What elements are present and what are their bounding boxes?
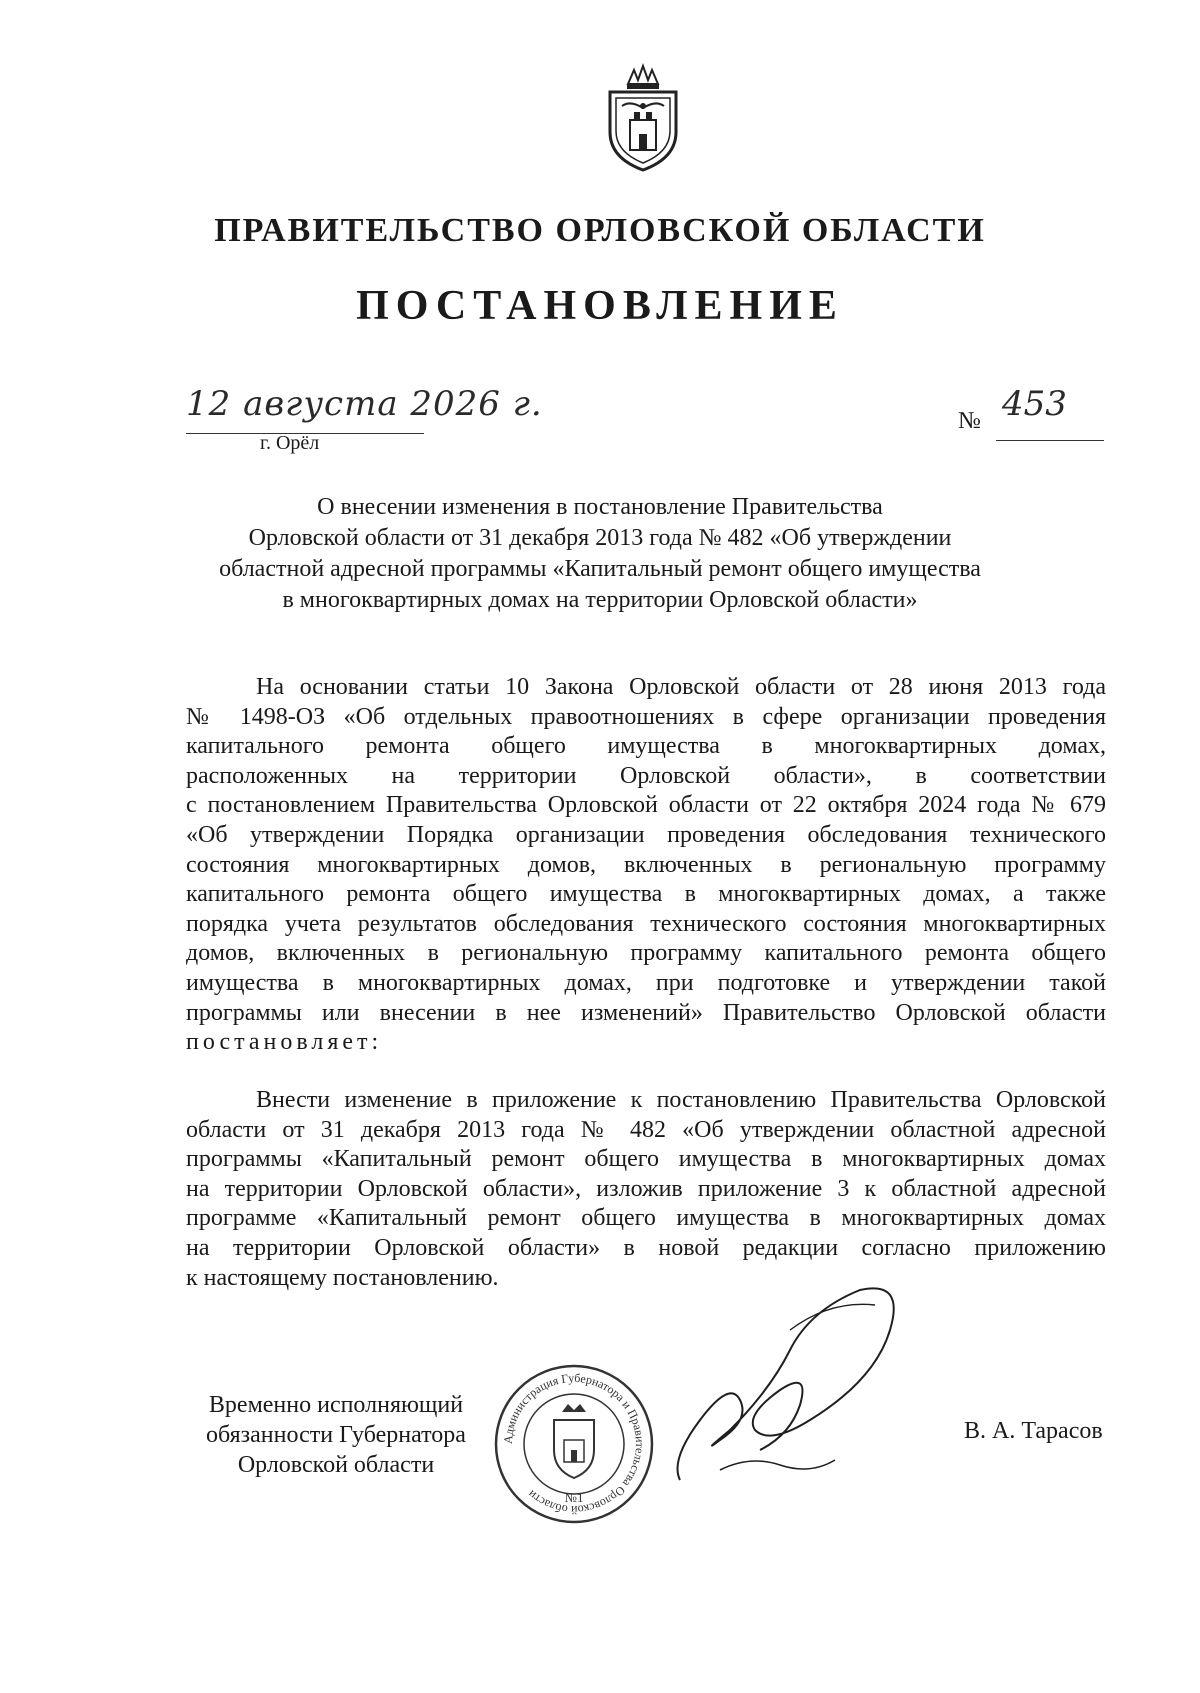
paragraph-line: домов, включенных в региональную программу капитального ремонта общего <box>186 940 1106 967</box>
city: г. Орёл <box>260 432 320 454</box>
paragraph-line: капитального ремонта общего имущества в многоквартирных домах, а также <box>186 881 1106 908</box>
paragraph-line: на территории Орловской области» в новой редакции согласно приложению <box>186 1234 1106 1261</box>
position-line: Временно исполняющий <box>208 1392 464 1418</box>
resolves-word: постановляет: <box>186 1029 383 1056</box>
number-label: № <box>958 408 981 434</box>
official-seal-icon <box>492 1362 656 1526</box>
body-paragraph-1 <box>186 673 1106 1058</box>
subject-line: О внесении изменения в постановление Правительства <box>317 494 883 520</box>
paragraph-line: к настоящему постановлению. <box>186 1264 499 1291</box>
subject-line: в многоквартирных домах на территории Орловской области» <box>282 587 918 613</box>
paragraph-line: Внести изменение в приложение к постановлению Правительства Орловской <box>256 1087 1106 1113</box>
paragraph-line: программы или внесении в нее изменений» Правительство Орловской области <box>186 999 1106 1026</box>
paragraph-line: программе «Капитальный ремонт общего имущества в многоквартирных домах <box>186 1205 1106 1232</box>
body-paragraph-2 <box>186 1086 1106 1293</box>
paragraph-line: имущества в многоквартирных домах, при подготовке и утверждении такой <box>186 969 1106 996</box>
subject-line: областной адресной программы «Капитальный ремонт общего имущества <box>219 556 981 582</box>
paragraph-line: на территории Орловской области», изложив приложение 3 к областной адресной <box>186 1175 1106 1202</box>
paragraph-line: капитального ремонта общего имущества в многоквартирных домах, <box>186 733 1106 760</box>
subject-line: Орловской области от 31 декабря 2013 года № 482 «Об утверждении <box>248 525 952 551</box>
paragraph-line: программы «Капитальный ремонт общего имущества в многоквартирных домах <box>186 1146 1106 1173</box>
handwritten-number: 453 <box>1002 384 1067 424</box>
organization-title: ПРАВИТЕЛЬСТВО ОРЛОВСКОЙ ОБЛАСТИ <box>214 212 986 249</box>
paragraph-line: расположенных на территории Орловской области», в соответствии <box>186 762 1106 789</box>
paragraph-line: «Об утверждении Порядка организации проведения обследования технического <box>186 821 1106 848</box>
position-line: Орловской области <box>237 1452 435 1478</box>
handwritten-date: 12 августа 2026 г. <box>186 384 543 424</box>
paragraph-line: порядка учета результатов обследования технического состояния многоквартирных <box>186 910 1106 937</box>
position-line: обязанности Губернатора <box>206 1422 466 1448</box>
paragraph-line: На основании статьи 10 Закона Орловской области от 28 июня 2013 года <box>256 674 1106 700</box>
document-type: ПОСТАНОВЛЕНИЕ <box>356 283 844 329</box>
handwritten-signature-icon <box>660 1270 910 1500</box>
signatory-position <box>186 1390 486 1480</box>
orel-coat-of-arms-icon <box>600 62 686 174</box>
seal-text: Администрация Губернатора и Правительства Орловской области <box>500 1370 648 1518</box>
paragraph-line: № 1498-ОЗ «Об отдельных правоотношениях в сфере организации проведения <box>186 703 1106 730</box>
paragraph-line: состояния многоквартирных домов, включенных в региональную программу <box>186 851 1106 878</box>
number-underline <box>996 440 1104 441</box>
paragraph-line: области от 31 декабря 2013 года № 482 «Об утверждении областной адресной <box>186 1116 1106 1143</box>
seal-number: №1 <box>564 1490 584 1505</box>
signatory-name: В. А. Тарасов <box>964 1418 1103 1444</box>
paragraph-line: с постановлением Правительства Орловской области от 22 октября 2024 года № 679 <box>186 792 1106 819</box>
document-subject <box>200 492 1000 616</box>
